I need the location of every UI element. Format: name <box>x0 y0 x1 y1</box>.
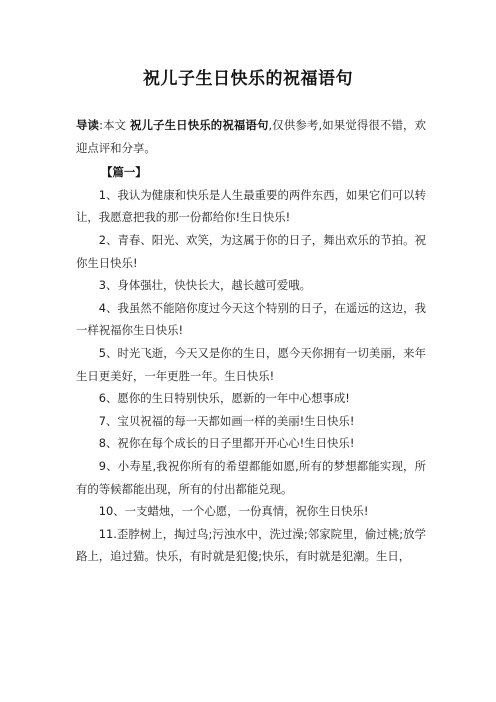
section-heading: 【篇一】 <box>101 165 147 180</box>
list-item: 7、宝贝祝福的每一天都如画一样的美丽!生日快乐! <box>98 413 355 428</box>
list-item: 2、青春、阳光、欢笑，为这属于你的日子，舞出欢乐的节拍。祝你生日快乐! <box>76 232 426 270</box>
document-title: 祝儿子生日快乐的祝福语句 <box>143 69 353 89</box>
list-item: 8、祝你在每个成长的日子里都开开心心!生日快乐! <box>98 436 355 451</box>
intro-paragraph <box>76 114 426 159</box>
list-item: 11.歪脖树上，掏过鸟;污浊水中，洗过澡;邻家院里，偷过桃;放学路上，追过猫。快乐，有时就是犯傻;快乐，有时就是犯潮。生日， <box>76 526 426 564</box>
intro-article-name: 祝儿子生日快乐的祝福语句 <box>129 118 269 132</box>
document-body <box>76 114 426 568</box>
intro-lead-label: 导读 <box>76 118 100 132</box>
list-item: 4、我虽然不能陪你度过今天这个特别的日子，在遥远的这边，我一样祝福你生日快乐! <box>76 300 426 338</box>
list-item: 10、一支蜡烛，一个心愿，一份真情，祝你生日快乐! <box>98 504 369 519</box>
list-item: 6、愿你的生日特别快乐，愿新的一年中心想事成! <box>98 391 350 406</box>
list-item: 1、我认为健康和快乐是人生最重要的两件东西，如果它们可以转让，我愿意把我的那一份都给你!生日快乐! <box>76 187 426 225</box>
list-item: 3、身体强壮，快快长大，越长越可爱哦。 <box>98 278 312 293</box>
list-item: 5、时光飞逝，今天又是你的生日，愿今天你拥有一切美丽，来年生日更美好，一年更胜一年。生日快乐! <box>76 345 426 383</box>
intro-lead-tail: ,仅供参考,如果觉得很不错，欢迎点评和分享。 <box>76 118 426 155</box>
intro-lead-mid: :本文 <box>99 118 127 132</box>
list-item: 9、小寿星,我祝你所有的希望都能如愿,所有的梦想都能实现，所有的等候都能出现，所有的付出都能兑现。 <box>76 458 426 496</box>
